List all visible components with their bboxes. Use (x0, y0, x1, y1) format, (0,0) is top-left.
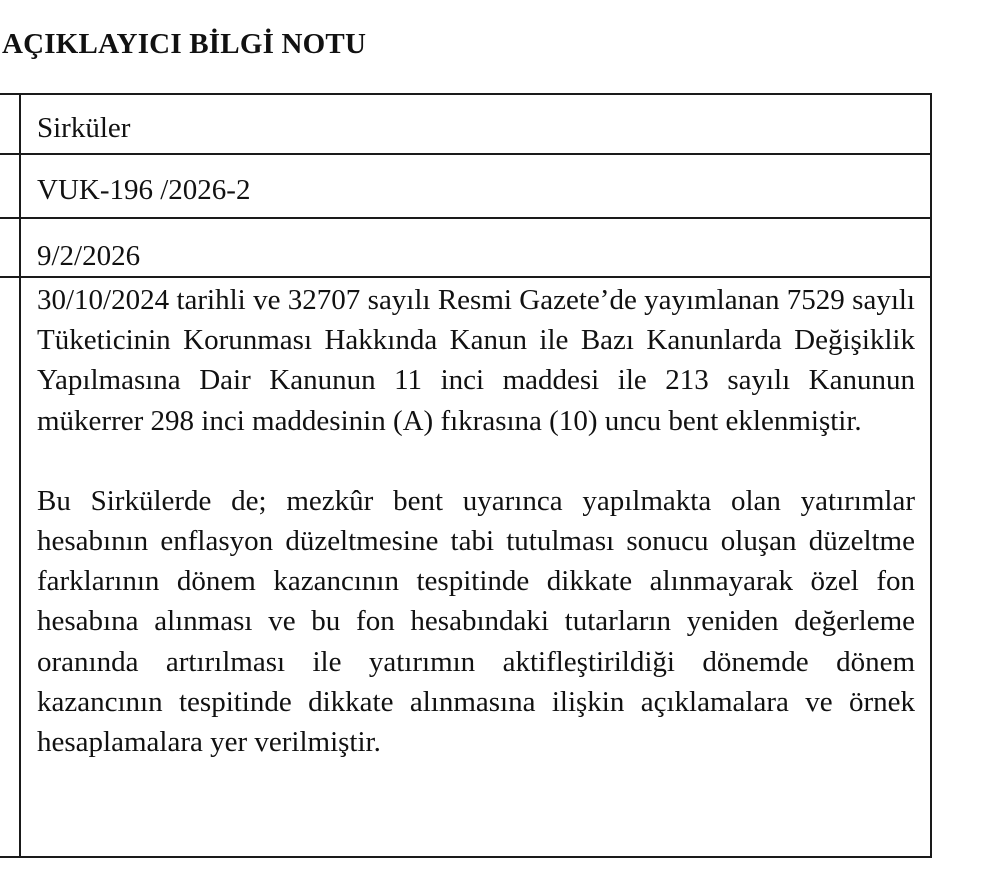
row-summary (0, 277, 931, 857)
label-cell-date (0, 218, 20, 277)
row-document-number (0, 154, 931, 218)
document-title: AÇIKLAYICI BİLGİ NOTU (2, 28, 367, 60)
label-cell-number (0, 154, 20, 218)
document-date-value: 9/2/2026 (20, 218, 931, 277)
label-cell-summary (0, 277, 20, 857)
document-number-value: VUK-196 /2026-2 (20, 154, 931, 218)
row-document-date (0, 218, 931, 277)
label-cell-type (0, 94, 20, 154)
info-table (0, 93, 932, 858)
row-document-type (0, 94, 931, 154)
summary-paragraph-1: 30/10/2024 tarihli ve 32707 sayılı Resmi Gazete’de yayımlanan 7529 sayılı Tüketicinin Korunması Hakkında Kanun ile Bazı Kanunlarda Değişiklik Yapılmasına Dair Kanunun 11 inci maddesi ile 213 sayılı Kanunun mükerrer 298 inci maddesinin (A) fıkrasına (10) uncu bent eklenmiştir. (37, 284, 915, 437)
summary-cell (20, 277, 931, 857)
document-type-value: Sirküler (20, 94, 931, 154)
summary-paragraph-2: Bu Sirkülerde de; mezkûr bent uyarınca yapılmakta olan yatırımlar hesabının enflasyon düzeltmesine tabi tutulması sonucu oluşan düzeltme farklarının dönem kazancının tespitinde dikkate alınmayarak özel fon hesabına alınması ve bu fon hesabındaki tutarların yeniden değerleme oranında artırılması ile yatırımın aktifleştirildiği dönemde dönem kazancının tespitinde dikkate alınmasına ilişkin açıklamalara ve örnek hesaplamalara yer verilmiştir. (37, 484, 915, 759)
